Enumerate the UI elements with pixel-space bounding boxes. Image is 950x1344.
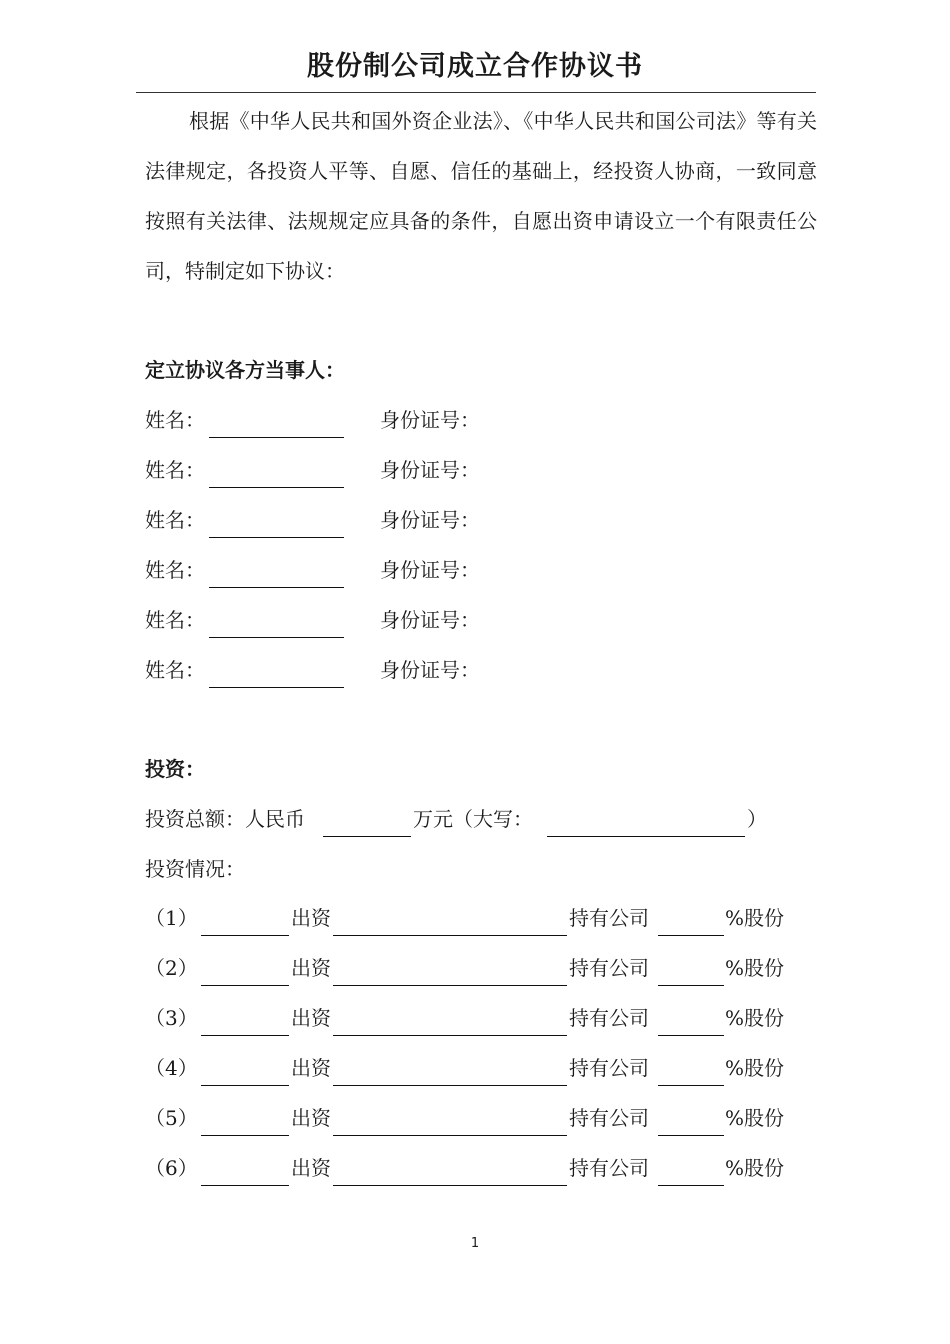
party-row bbox=[145, 505, 745, 535]
investment-item-row bbox=[145, 1003, 825, 1033]
name-field[interactable] bbox=[209, 557, 344, 588]
id-number-label: 身份证号： bbox=[380, 608, 480, 632]
name-field[interactable] bbox=[209, 657, 344, 688]
investor-field[interactable] bbox=[201, 955, 289, 986]
investment-item-row bbox=[145, 1103, 825, 1133]
investor-field[interactable] bbox=[201, 1055, 289, 1086]
party-row bbox=[145, 605, 745, 635]
document-title: 股份制公司成立合作协议书 bbox=[307, 51, 643, 82]
item-number: （5） bbox=[145, 1106, 198, 1130]
contribution-field[interactable] bbox=[333, 1055, 567, 1086]
share-percent-field[interactable] bbox=[658, 955, 724, 986]
name-label: 姓名： bbox=[145, 408, 205, 432]
contribution-field[interactable] bbox=[333, 1005, 567, 1036]
share-percent-field[interactable] bbox=[658, 1055, 724, 1086]
amount-in-words-field[interactable] bbox=[547, 806, 745, 837]
id-number-label: 身份证号： bbox=[380, 658, 480, 682]
contribute-label: 出资 bbox=[291, 906, 331, 930]
contribute-label: 出资 bbox=[291, 1106, 331, 1130]
share-label: %股份 bbox=[725, 906, 785, 930]
contribute-label: 出资 bbox=[291, 1006, 331, 1030]
name-field[interactable] bbox=[209, 407, 344, 438]
hold-label: 持有公司 bbox=[569, 1106, 649, 1130]
investor-field[interactable] bbox=[201, 1005, 289, 1036]
item-number: （6） bbox=[145, 1156, 198, 1180]
item-number: （4） bbox=[145, 1056, 198, 1080]
contribution-field[interactable] bbox=[333, 905, 567, 936]
share-percent-field[interactable] bbox=[658, 1155, 724, 1186]
investment-item-row bbox=[145, 1153, 825, 1183]
item-number: （2） bbox=[145, 956, 198, 980]
intro-paragraph: 根据《中华人民共和国外资企业法》、《中华人民共和国公司法》等有关法律规定，各投资人平等、自愿、信任的基础上，经投资人协商，一致同意按照有关法律、法规规定应具备的条件，自愿出资申请设立一个有限责任公司，特制定如下协议： bbox=[145, 109, 817, 283]
hold-label: 持有公司 bbox=[569, 1056, 649, 1080]
unit-label: 万元（大写： bbox=[413, 807, 533, 831]
share-label: %股份 bbox=[725, 956, 785, 980]
investor-field[interactable] bbox=[201, 1105, 289, 1136]
name-label: 姓名： bbox=[145, 508, 205, 532]
investment-item-row bbox=[145, 1053, 825, 1083]
name-field[interactable] bbox=[209, 507, 344, 538]
party-row bbox=[145, 555, 745, 585]
contribute-label: 出资 bbox=[291, 1056, 331, 1080]
hold-label: 持有公司 bbox=[569, 906, 649, 930]
name-label: 姓名： bbox=[145, 608, 205, 632]
id-number-label: 身份证号： bbox=[380, 408, 480, 432]
share-label: %股份 bbox=[725, 1106, 785, 1130]
share-label: %股份 bbox=[725, 1006, 785, 1030]
name-field[interactable] bbox=[209, 457, 344, 488]
investor-field[interactable] bbox=[201, 1155, 289, 1186]
share-label: %股份 bbox=[725, 1156, 785, 1180]
hold-label: 持有公司 bbox=[569, 1006, 649, 1030]
party-row bbox=[145, 655, 745, 685]
name-label: 姓名： bbox=[145, 458, 205, 482]
investor-field[interactable] bbox=[201, 905, 289, 936]
share-label: %股份 bbox=[725, 1056, 785, 1080]
investment-item-row bbox=[145, 953, 825, 983]
share-percent-field[interactable] bbox=[658, 905, 724, 936]
id-number-label: 身份证号： bbox=[380, 508, 480, 532]
contribution-field[interactable] bbox=[333, 1105, 567, 1136]
share-percent-field[interactable] bbox=[658, 1105, 724, 1136]
item-number: （3） bbox=[145, 1006, 198, 1030]
party-row bbox=[145, 455, 745, 485]
hold-label: 持有公司 bbox=[569, 956, 649, 980]
contribution-field[interactable] bbox=[333, 955, 567, 986]
name-label: 姓名： bbox=[145, 558, 205, 582]
investment-situation-label: 投资情况： bbox=[145, 857, 245, 881]
hold-label: 持有公司 bbox=[569, 1156, 649, 1180]
party-row bbox=[145, 405, 745, 435]
close-paren: ） bbox=[747, 807, 767, 831]
investment-total-row bbox=[145, 804, 825, 834]
investment-amount-field[interactable] bbox=[323, 806, 411, 837]
title-divider bbox=[136, 92, 816, 93]
parties-heading: 定立协议各方当事人： bbox=[145, 358, 345, 382]
name-label: 姓名： bbox=[145, 658, 205, 682]
investment-total-label: 投资总额：人民币 bbox=[145, 807, 305, 831]
id-number-label: 身份证号： bbox=[380, 458, 480, 482]
share-percent-field[interactable] bbox=[658, 1005, 724, 1036]
name-field[interactable] bbox=[209, 607, 344, 638]
contribution-field[interactable] bbox=[333, 1155, 567, 1186]
id-number-label: 身份证号： bbox=[380, 558, 480, 582]
investment-item-row bbox=[145, 903, 825, 933]
contribute-label: 出资 bbox=[291, 1156, 331, 1180]
page-number: 1 bbox=[470, 1236, 480, 1251]
item-number: （1） bbox=[145, 906, 198, 930]
contribute-label: 出资 bbox=[291, 956, 331, 980]
investment-heading: 投资： bbox=[145, 757, 205, 781]
